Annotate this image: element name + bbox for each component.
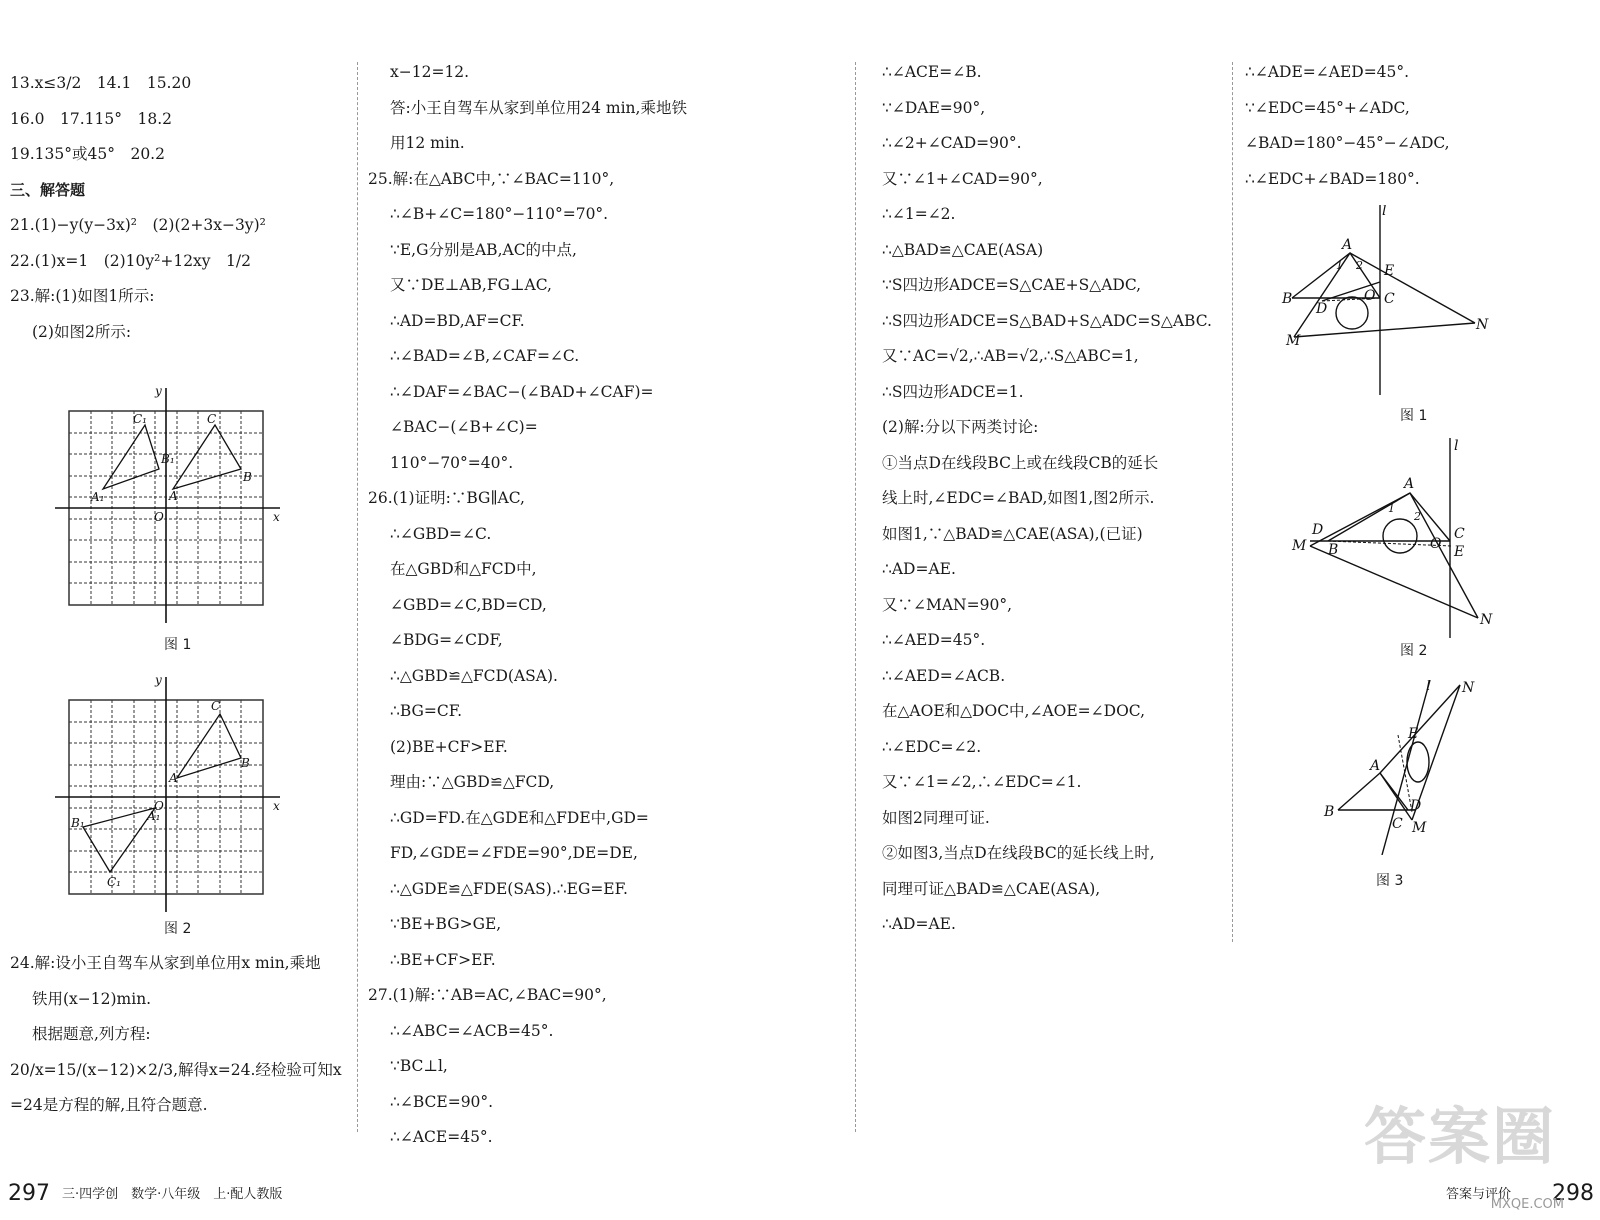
page-number-right: 298 <box>1552 1181 1594 1206</box>
answer-line: ∴∠DAF=∠BAC−(∠BAD+∠CAF)= <box>390 382 654 401</box>
answer-line: 又∵DE⊥AB,FG⊥AC, <box>390 276 552 294</box>
svg-text:l: l <box>1426 680 1431 694</box>
column-4 <box>1245 55 1590 197</box>
answer-line: (2)BE+CF>EF. <box>390 737 508 756</box>
answer-line: 25.解:在△ABC中,∵∠BAC=110°, <box>368 169 615 188</box>
answer-line: 又∵∠1+∠CAD=90°, <box>882 169 1043 188</box>
figure-caption: 图 2 <box>1400 643 1428 659</box>
answer-line: 又∵AC=√2,∴AB=√2,∴S△ABC=1, <box>882 347 1139 365</box>
footer-right-text: 答案与评价 <box>1446 1187 1512 1202</box>
geometry-figure-3 <box>1320 680 1500 855</box>
svg-text:B₁: B₁ <box>71 816 85 830</box>
svg-text:1: 1 <box>1388 502 1395 515</box>
svg-text:2: 2 <box>1414 510 1421 523</box>
figure-caption: 图 3 <box>1376 873 1404 889</box>
answer-line: ∴△GDE≌△FDE(SAS).∴EG=EF. <box>390 879 628 898</box>
footer-left-text: 三·四学创 数学·八年级 上·配人教版 <box>62 1187 283 1202</box>
answer-line: 线上时,∠EDC=∠BAD,如图1,图2所示. <box>882 489 1155 507</box>
svg-text:C: C <box>207 412 217 426</box>
svg-text:C: C <box>1384 291 1395 307</box>
answer-line: 如图2同理可证. <box>882 808 990 827</box>
svg-text:C₁: C₁ <box>133 412 147 426</box>
svg-text:y: y <box>155 384 162 398</box>
svg-text:C: C <box>211 699 221 713</box>
svg-text:D: D <box>1312 522 1324 538</box>
svg-text:x: x <box>273 799 280 813</box>
answer-line: ∴S四边形ADCE=1. <box>882 382 1024 401</box>
answer-line: 又∵∠1=∠2,∴∠EDC=∠1. <box>882 773 1082 791</box>
answer-line: 用12 min. <box>390 134 465 152</box>
figure-caption: 图 2 <box>164 921 192 937</box>
svg-text:B: B <box>243 470 252 484</box>
svg-text:A₁: A₁ <box>91 490 105 504</box>
coordinate-grid-figure-2 <box>55 672 295 912</box>
answer-line: x−12=12. <box>390 63 470 81</box>
answer-line: 110°−70°=40°. <box>390 453 514 472</box>
answer-line: ∴BG=CF. <box>390 702 463 720</box>
answer-line: ∴∠EDC=∠2. <box>882 737 982 756</box>
answer-line: ∴AD=AE. <box>882 560 956 578</box>
svg-text:B: B <box>1282 291 1293 307</box>
svg-text:B: B <box>1328 542 1339 558</box>
answer-line: =24是方程的解,且符合题意. <box>10 1096 208 1114</box>
svg-text:C: C <box>1392 816 1403 832</box>
svg-text:O: O <box>154 510 164 524</box>
figure-caption: 图 1 <box>164 637 192 653</box>
answer-line: ∴AD=AE. <box>882 915 956 933</box>
svg-text:A: A <box>1342 237 1353 253</box>
answer-line: ②如图3,当点D在线段BC的延长线上时, <box>882 844 1155 862</box>
column-1 <box>10 66 350 350</box>
answer-line: 23.解:(1)如图1所示: <box>10 287 155 305</box>
answer-line: 16.0 17.115° 18.2 <box>10 109 173 128</box>
svg-text:M: M <box>1412 820 1427 836</box>
answer-line: ∠BDG=∠CDF, <box>390 631 503 649</box>
svg-text:A: A <box>1404 476 1415 492</box>
answer-line: 22.(1)x=1 (2)10y²+12xy 1/2 <box>10 251 251 270</box>
answer-line: ∴∠ADE=∠AED=45°. <box>1245 63 1410 81</box>
answer-line: ∵∠DAE=90°, <box>882 98 986 117</box>
answer-line: ∴∠GBD=∠C. <box>390 524 492 543</box>
svg-text:y: y <box>155 673 162 687</box>
answer-line: ∴∠ACE=45°. <box>390 1128 493 1146</box>
svg-text:M: M <box>1286 333 1301 349</box>
answer-line: ∴∠ABC=∠ACB=45°. <box>390 1021 554 1040</box>
answer-line: 24.解:设小王自驾车从家到单位用x min,乘地 <box>10 954 321 972</box>
column-divider-2 <box>855 62 856 1132</box>
answer-line: ∵S四边形ADCE=S△CAE+S△ADC, <box>882 276 1142 294</box>
answer-line: 在△AOE和△DOC中,∠AOE=∠DOC, <box>882 702 1146 720</box>
svg-text:A: A <box>1370 758 1381 774</box>
answer-line: 又∵∠MAN=90°, <box>882 595 1013 614</box>
answer-line: 26.(1)证明:∵BG∥AC, <box>368 489 525 507</box>
answer-line: (2)解:分以下两类讨论: <box>882 418 1039 436</box>
answer-line: 铁用(x−12)min. <box>32 989 152 1008</box>
answer-line: ∵∠EDC=45°+∠ADC, <box>1245 98 1410 117</box>
svg-text:M: M <box>1292 538 1307 554</box>
answer-line: 在△GBD和△FCD中, <box>390 560 537 578</box>
answer-line: ∵E,G分别是AB,AC的中点, <box>390 240 577 259</box>
coordinate-grid-figure-1 <box>55 383 295 623</box>
answer-line: ∴∠AED=45°. <box>882 631 986 649</box>
svg-text:A: A <box>169 771 178 785</box>
column-3 <box>882 55 1227 943</box>
geometry-figure-1 <box>1280 205 1500 400</box>
svg-text:1: 1 <box>1336 259 1343 272</box>
section-heading: 三、解答题 <box>10 180 86 199</box>
svg-text:C: C <box>1454 526 1465 542</box>
answer-line: (2)如图2所示: <box>32 322 132 341</box>
watermark-logo: 答案圈 <box>1363 1100 1556 1173</box>
svg-text:2: 2 <box>1356 259 1363 272</box>
svg-text:B: B <box>1324 804 1335 820</box>
answer-line: ∠BAC−(∠B+∠C)= <box>390 418 538 436</box>
svg-text:A: A <box>169 489 178 503</box>
svg-text:l: l <box>1454 438 1459 454</box>
svg-text:D: D <box>1410 798 1422 814</box>
answer-line: 根据题意,列方程: <box>32 1025 151 1043</box>
answer-line: 答:小王自驾车从家到单位用24 min,乘地铁 <box>390 98 687 117</box>
svg-text:N: N <box>1480 612 1493 628</box>
svg-text:B₁: B₁ <box>161 452 175 466</box>
svg-text:O: O <box>1430 536 1442 552</box>
svg-text:A₁: A₁ <box>147 809 161 823</box>
svg-text:l: l <box>1382 205 1387 219</box>
answer-line: 21.(1)−y(y−3x)² (2)(2+3x−3y)² <box>10 216 266 234</box>
column-1-bottom <box>10 946 350 1124</box>
answer-line: ∴∠EDC+∠BAD=180°. <box>1245 169 1420 188</box>
answer-line: ∴S四边形ADCE=S△BAD+S△ADC=S△ABC. <box>882 311 1212 330</box>
svg-text:C₁: C₁ <box>107 875 121 889</box>
page-number-left: 297 <box>8 1181 50 1206</box>
geometry-figure-2 <box>1290 438 1510 638</box>
column-divider-1 <box>357 62 358 1132</box>
watermark-url: MXQE.COM <box>1490 1197 1564 1212</box>
svg-text:B: B <box>241 756 250 770</box>
svg-text:O: O <box>154 799 164 813</box>
answer-line: ∵BE+BG>GE, <box>390 915 502 933</box>
column-divider-3 <box>1232 62 1233 942</box>
answer-line: ∵BC⊥l, <box>390 1057 448 1075</box>
answer-line: ∴∠AED=∠ACB. <box>882 666 1006 685</box>
svg-text:O: O <box>1364 288 1376 304</box>
answer-line: ①当点D在线段BC上或在线段CB的延长 <box>882 453 1159 472</box>
answer-line: 20/x=15/(x−12)×2/3,解得x=24.经检验可知x <box>10 1060 342 1079</box>
answer-line: ∴△BAD≌△CAE(ASA) <box>882 240 1044 259</box>
answer-line: ∴∠B+∠C=180°−110°=70°. <box>390 205 609 223</box>
answer-line: ∴AD=BD,AF=CF. <box>390 311 525 330</box>
svg-text:x: x <box>273 510 280 524</box>
svg-text:D: D <box>1316 301 1328 317</box>
svg-text:N: N <box>1462 680 1475 696</box>
svg-text:E: E <box>1384 263 1395 279</box>
answer-line: 13.x≤3/2 14.1 15.20 <box>10 74 192 92</box>
answer-line: FD,∠GDE=∠FDE=90°,DE=DE, <box>390 844 638 862</box>
answer-line: ∴△GBD≌△FCD(ASA). <box>390 666 558 685</box>
answer-line: ∴∠1=∠2. <box>882 205 956 223</box>
svg-text:N: N <box>1476 317 1489 333</box>
answer-line: ∴∠BCE=90°. <box>390 1092 494 1111</box>
answer-line: 同理可证△BAD≌△CAE(ASA), <box>882 879 1101 898</box>
answer-line: ∴∠2+∠CAD=90°. <box>882 134 1022 152</box>
column-2 <box>368 55 848 1156</box>
answer-line: ∴BE+CF>EF. <box>390 950 496 969</box>
figure-caption: 图 1 <box>1400 408 1428 424</box>
answer-line: ∴∠ACE=∠B. <box>882 63 982 81</box>
answer-line: 27.(1)解:∵AB=AC,∠BAC=90°, <box>368 986 607 1004</box>
answer-line: 如图1,∵△BAD≌△CAE(ASA),(已证) <box>882 524 1143 543</box>
answer-line: ∴∠BAD=∠B,∠CAF=∠C. <box>390 347 580 365</box>
answer-line: ∴GD=FD.在△GDE和△FDE中,GD= <box>390 808 649 827</box>
svg-text:E: E <box>1408 726 1419 742</box>
answer-line: ∠BAD=180°−45°−∠ADC, <box>1245 134 1450 152</box>
answer-line: 理由:∵△GBD≌△FCD, <box>390 773 555 791</box>
svg-text:E: E <box>1454 544 1465 560</box>
answer-line: ∠GBD=∠C,BD=CD, <box>390 595 547 614</box>
answer-line: 19.135°或45° 20.2 <box>10 145 165 163</box>
